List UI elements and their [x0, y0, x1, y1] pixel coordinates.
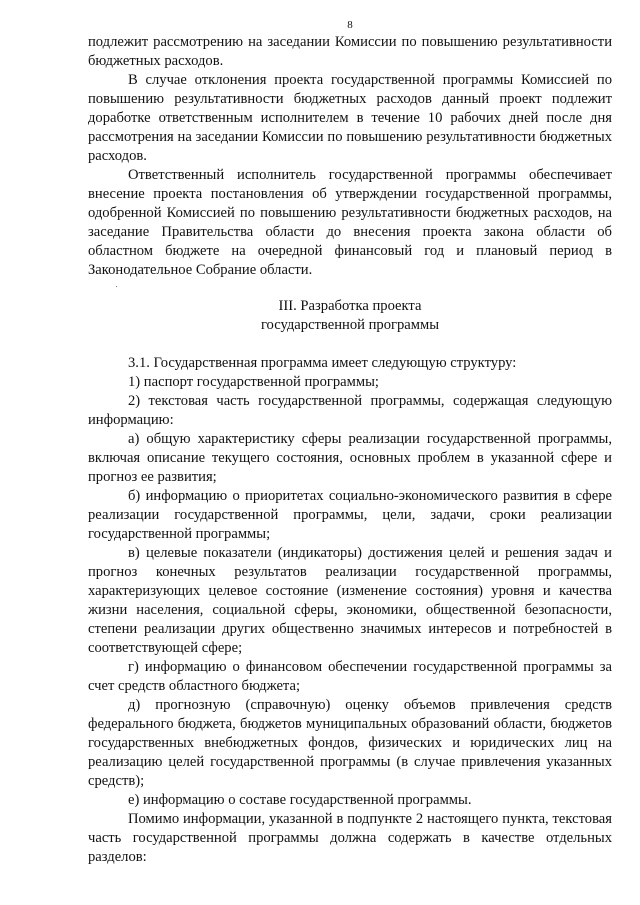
section-title-line2: государственной программы — [260, 317, 440, 333]
subitem-a: а) общую характеристику сферы реализации государственной программы, включая описание текущего состояния, основных проблем в указанной сфере и прогноз ее развития; — [88, 431, 612, 485]
spacer — [88, 335, 612, 354]
section-title-line1: III. Разработка проекта — [278, 298, 422, 314]
subitem-e: е) информацию о составе государственной программы. — [128, 792, 472, 808]
document-page — [88, 20, 612, 867]
paragraph-closing: Помимо информации, указанной в подпункте 2 настоящего пункта, текстовая часть государственной программы должна содержать в качестве отдельных разделов: — [88, 811, 612, 865]
structure-list — [88, 354, 612, 867]
subitem-b: б) информацию о приоритетах социально-экономического развития в сфере реализации государственной программы, цели, задачи, сроки реализации государственной программы; — [88, 488, 612, 542]
paragraph-responsible-executor: Ответственный исполнитель государственной программы обеспечивает внесение проекта постановления об утверждении государственной программы, одобренной Комиссией по повышению результативности бюджетных расходов, на заседание Правительства области до внесения проекта закона области об областном бюджете на очередной финансовый год и плановый период в Законодательное Собрание области. — [88, 167, 612, 278]
item-intro: 3.1. Государственная программа имеет следующую структуру: — [128, 355, 517, 371]
paragraph-continuation: подлежит рассмотрению на заседании Комиссии по повышению результативности бюджетных расходов. — [88, 34, 612, 69]
spacer — [88, 280, 612, 297]
subitem-v: в) целевые показатели (индикаторы) достижения целей и решения задач и прогноз конечных результатов реализации государственной программы, характеризующих целевое состояние (изменение состояния) уровня и качества жизни населения, социальной сферы, экономики, общественной безопасности, степени реализации других общественно значимых интересов и потребностей в соответствующей сфере; — [88, 545, 612, 656]
item-passport: 1) паспорт государственной программы; — [128, 374, 379, 390]
paragraph-rejection: В случае отклонения проекта государственной программы Комиссией по повышению результативности бюджетных расходов данный проект подлежит доработке ответственным исполнителем в течение 10 рабочих дней после дня рассмотрения на заседании Комиссии по повышению результативности бюджетных расходов. — [88, 72, 612, 164]
item-text-part: 2) текстовая часть государственной программы, содержащая следующую информацию: — [88, 393, 612, 428]
subitem-g: г) информацию о финансовом обеспечении государственной программы за счет средств областного бюджета; — [88, 659, 612, 694]
page-number: 8 — [347, 19, 353, 31]
subitem-d: д) прогнозную (справочную) оценку объемов привлечения средств федерального бюджета, бюджетов муниципальных образований области, бюджетов государственных внебюджетных фондов, физических и юридических лиц на реализацию целей государственной программы (в случае привлечения указанных средств); — [88, 697, 612, 789]
